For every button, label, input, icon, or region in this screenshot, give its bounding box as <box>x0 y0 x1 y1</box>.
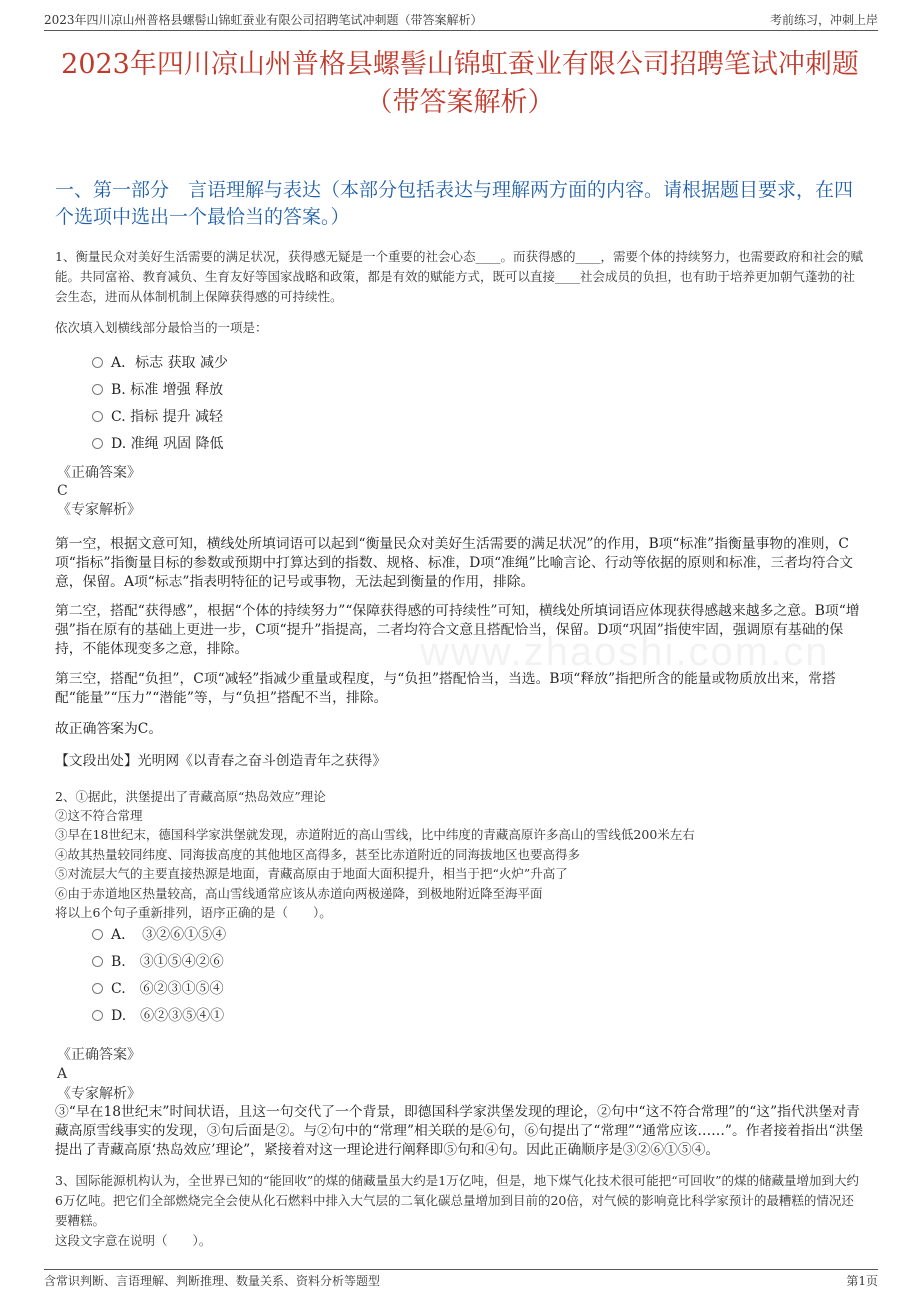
q2-option-b[interactable]: B. ③①⑤④②⑥ <box>92 952 224 972</box>
q2-sentence-3: ③早在18世纪末，德国科学家洪堡就发现，赤道附近的高山雪线，比中纬度的青藏高原许多高山的雪线低200米左右 <box>55 827 695 842</box>
q2-sentence-6: ⑥由于赤道地区热量较高，高山雪线通常应该从赤道向两极递降，到极地附近降至海平面 <box>55 886 543 901</box>
q1-answer: C <box>57 483 68 499</box>
q1-option-d[interactable]: D. 准绳 巩固 降低 <box>92 434 224 454</box>
q1-option-c[interactable]: C. 指标 提升 减轻 <box>92 407 223 427</box>
q1-analysis-para-2: 第二空，搭配“获得感”，根据“个体的持续努力”“保障获得感的可持续性”可知，横线处所填词语应体现获得感越来越多之意。B项“增强”指在原有的基础上更进一步，C项“提升”指提高，二者均符合文意且搭配恰当，保留。D项“巩固”指使牢固，强调原有基础的保持，不能体现变多之意，排除。 <box>55 603 860 657</box>
watermark: www.zhaoshi.com.cn <box>420 630 830 674</box>
q2-sentence-5: ⑤对流层大气的主要直接热源是地面，青藏高原由于地面大面积提升，相当于把“火炉”升高了 <box>55 866 568 881</box>
page-header <box>0 0 920 30</box>
q1-answer-label: 《正确答案》 <box>57 465 141 481</box>
q2-analysis: ③“早在18世纪末”时间状语，且这一句交代了一个背景，即德国科学家洪堡发现的理论，②句中“这不符合常理”的“这”指代洪堡对青藏高原雪线事实的发现，③句后面是②。与②句中的“常理”相关联的是⑥句，⑥句提出了“常理”“通常应该……”。作者接着指出“洪堡提出了青藏高原‘热岛效应’理论”，紧接着对这一理论进行阐释即⑤句和④句。因此正确顺序是③②⑥①⑤④。 <box>55 1104 864 1158</box>
page-number: 第1页 <box>846 1274 878 1288</box>
header-slogan: 考前练习，冲刺上岸 <box>769 13 878 27</box>
q2-option-c[interactable]: C. ⑥②③①⑤④ <box>92 979 224 999</box>
q3-prompt: 这段文字意在说明（ ）。 <box>55 1233 212 1248</box>
radio-icon[interactable] <box>92 983 103 994</box>
section-title: 一、第一部分 言语理解与表达（本部分包括表达与理解两方面的内容。请根据题目要求，在四个选项中选出一个最恰当的答案。） <box>55 179 854 228</box>
footer-divider <box>44 1269 878 1270</box>
q2-answer-label: 《正确答案》 <box>57 1047 141 1063</box>
q1-stem: 1、衡量民众对美好生活需要的满足状况，获得感无疑是一个重要的社会心态____。而获得感的____，需要个体的持续努力，也需要政府和社会的赋能。共同富裕、教育减负、生育友好等国家战略和政策，都是有效的赋能方式，既可以直接____社会成员的负担，也有助于培养更加朝气蓬勃的社会生态，进而从体制机制上保障获得感的可持续性。 <box>55 249 863 304</box>
q1-analysis-label: 《专家解析》 <box>57 502 141 518</box>
page-title: 2023年四川凉山州普格县螺髻山锦虹蚕业有限公司招聘笔试冲刺题（带答案解析） <box>61 49 859 118</box>
q1-source: 【文段出处】光明网《以青春之奋斗创造青年之获得》 <box>55 753 387 769</box>
header-divider <box>44 30 878 31</box>
radio-icon[interactable] <box>92 956 103 967</box>
q2-sentence-1: 2、①据此，洪堡提出了青藏高原“热岛效应”理论 <box>55 789 326 804</box>
q2-analysis-label: 《专家解析》 <box>57 1086 141 1102</box>
radio-icon[interactable] <box>92 438 103 449</box>
q1-analysis-para-1: 第一空，根据文意可知，横线处所填词语可以起到“衡量民众对美好生活需要的满足状况”的作用，B项“标准”指衡量事物的准则，C项“指标”指衡量目标的参数或预期中打算达到的指数、规格、标准，D项“准绳”比喻言论、行动等依据的原则和标准，三者均符合文意，保留。A项“标志”指表明特征的记号或事物，无法起到衡量的作用，排除。 <box>55 536 854 590</box>
q2-answer: A <box>57 1066 68 1082</box>
q2-sentence-2: ②这不符合常理 <box>55 808 143 823</box>
footer-question-types: 含常识判断、言语理解、判断推理、数量关系、资料分析等题型 <box>44 1274 381 1288</box>
q1-analysis-para-3: 第三空，搭配“负担”，C项“减轻”指减少重量或程度，与“负担”搭配恰当，当选。B项“释放”指把所含的能量或物质放出来，常搭配“能量”“压力”“潜能”等，与“负担”搭配不当，排除。 <box>55 671 836 706</box>
radio-icon[interactable] <box>92 411 103 422</box>
q2-prompt: 将以上6个句子重新排列，语序正确的是（ ）。 <box>55 905 332 920</box>
q1-analysis-conclusion: 故正确答案为C。 <box>55 721 163 737</box>
header-doc-title: 2023年四川凉山州普格县螺髻山锦虹蚕业有限公司招聘笔试冲刺题（带答案解析） <box>44 13 483 27</box>
radio-icon[interactable] <box>92 929 103 940</box>
q3-stem: 3、国际能源机构认为，全世界已知的“能回收”的煤的储藏量虽大约是1万亿吨，但是，地下煤气化技术很可能把“可回收”的煤的储藏量增加到大约6万亿吨。把它们全部燃烧完全会使从化石燃料中排入大气层的二氧化碳总量增加到目前的20倍，对气候的影响竟比科学家预计的最糟糕的情况还要糟糕。 <box>55 1173 859 1228</box>
q2-sentence-4: ④故其热量较同纬度、同海拔高度的其他地区高得多，甚至比赤道附近的同海拔地区也要高得多 <box>55 847 581 862</box>
q1-option-a[interactable]: A．标志 获取 减少 <box>92 353 228 373</box>
q1-prompt: 依次填入划横线部分最恰当的一项是： <box>55 320 268 335</box>
radio-icon[interactable] <box>92 384 103 395</box>
radio-icon[interactable] <box>92 1010 103 1021</box>
q1-option-b[interactable]: B. 标准 增强 释放 <box>92 380 223 400</box>
radio-icon[interactable] <box>92 357 103 368</box>
q2-option-d[interactable]: D. ⑥②③⑤④① <box>92 1006 224 1026</box>
q2-option-a[interactable]: A． ③②⑥①⑤④ <box>92 925 226 945</box>
